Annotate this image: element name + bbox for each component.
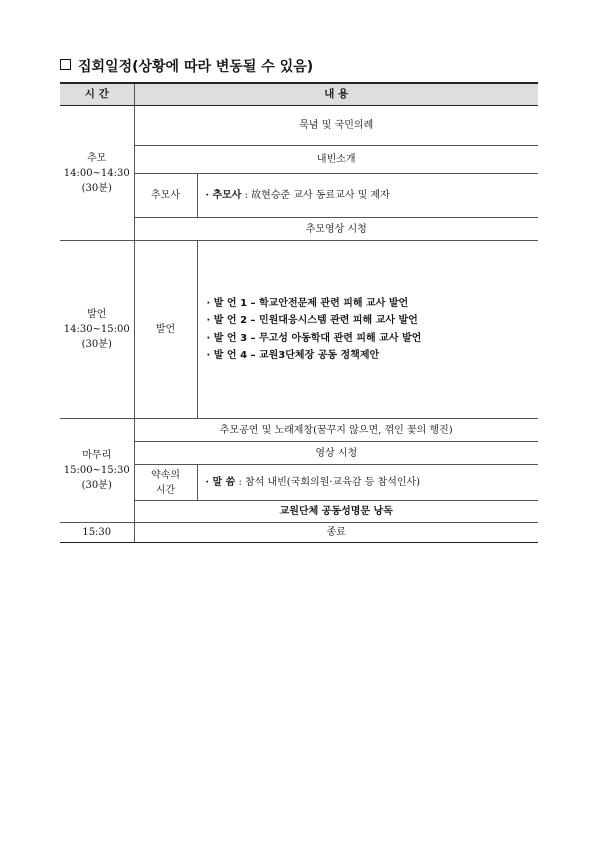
table-row — [60, 419, 538, 442]
program-item: 교원단체 공동성명문 낭독 — [134, 501, 538, 523]
section-time: 14:30~15:00 — [63, 324, 130, 335]
header-content: 내 용 — [134, 83, 538, 106]
program-item: 영상 시청 — [134, 442, 538, 465]
section-time-memorial — [60, 106, 134, 241]
sub-label: 발언 — [134, 241, 197, 419]
section-name: 마무리 — [82, 450, 112, 461]
program-detail — [197, 174, 538, 218]
end-time: 15:30 — [60, 523, 134, 543]
speaker-list — [197, 241, 538, 419]
section-duration: (30분) — [81, 339, 112, 350]
detail-text: : 참석 내빈(국회의원·교육감 등 참석인사) — [235, 477, 421, 488]
section-name: 발언 — [87, 309, 107, 320]
section-duration: (30분) — [81, 182, 112, 194]
end-label: 종료 — [134, 523, 538, 543]
detail-label: · 추모사 — [205, 190, 242, 201]
speaker-item: · 발 언 2 – 민원대응시스템 관련 피해 교사 발언 — [206, 315, 418, 326]
schedule-heading — [60, 56, 313, 76]
sub-label — [134, 465, 197, 501]
table-header-row — [60, 83, 538, 106]
schedule-heading-text: 집회일정(상황에 따라 변동될 수 있음) — [78, 59, 314, 75]
speaker-item: · 발 언 3 – 무고성 아동학대 관련 피해 교사 발언 — [206, 332, 422, 344]
section-name: 추모 — [87, 152, 107, 164]
checkbox-bullet-icon — [60, 59, 71, 70]
speaker-item: · 발 언 1 – 학교안전문제 관련 피해 교사 발언 — [206, 297, 409, 309]
sub-label-line: 시간 — [155, 484, 176, 496]
section-duration: (30분) — [81, 480, 112, 491]
program-item: 내빈소개 — [134, 146, 538, 174]
schedule-table — [60, 82, 538, 543]
header-time: 시 간 — [60, 83, 134, 106]
table-row — [60, 523, 538, 543]
speaker-item: · 발 언 4 – 교원3단체장 공동 정책제안 — [206, 350, 380, 361]
section-time-speech — [60, 241, 134, 419]
program-item: 묵념 및 국민의례 — [134, 106, 538, 146]
section-time: 14:00~14:30 — [63, 167, 130, 179]
program-detail — [197, 465, 538, 501]
program-item: 추모영상 시청 — [134, 218, 538, 241]
sub-label: 추모사 — [134, 174, 197, 218]
sub-label-line: 약속의 — [151, 469, 180, 481]
table-row — [60, 241, 538, 419]
program-item: 추모공연 및 노래제창(꿈꾸지 않으면, 꺾인 꽃의 행진) — [134, 419, 538, 442]
table-row — [60, 106, 538, 146]
section-time-closing — [60, 419, 134, 523]
detail-text: : 故현승준 교사 동료교사 및 제자 — [241, 190, 390, 201]
detail-label: · 말 씀 — [205, 477, 236, 488]
section-time: 15:00~15:30 — [63, 465, 130, 476]
